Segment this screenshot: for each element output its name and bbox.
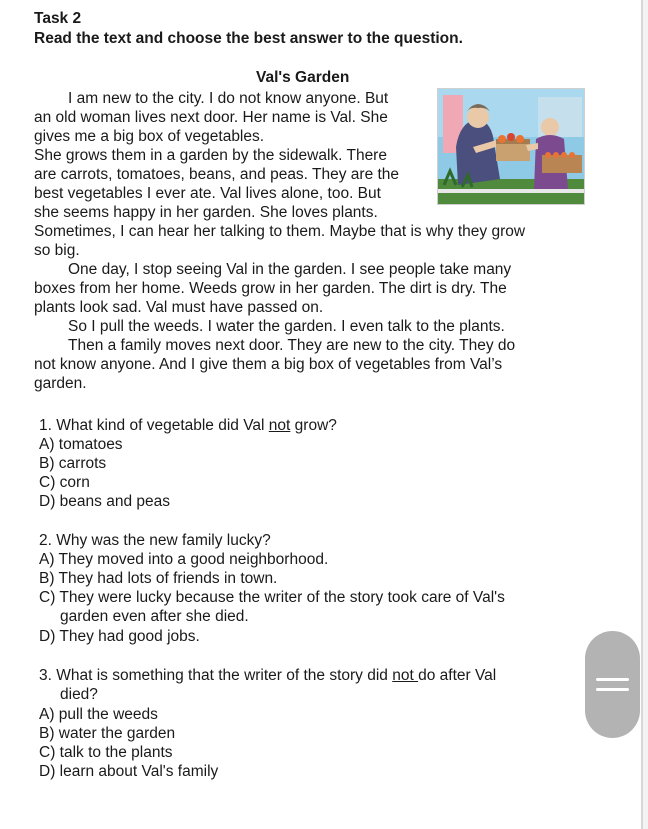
answer-option[interactable]: A) tomatoes bbox=[39, 436, 123, 453]
story-line: so big. bbox=[34, 242, 80, 259]
question-number: 3. bbox=[39, 667, 52, 684]
story-title: Val's Garden bbox=[256, 69, 350, 86]
story-line: she seems happy in her garden. She loves plants. bbox=[34, 204, 378, 221]
handle-bar bbox=[596, 688, 629, 691]
question-1 bbox=[39, 416, 337, 435]
story-line: She grows them in a garden by the sidewalk. There bbox=[34, 147, 387, 164]
question-text: What kind of vegetable did Val bbox=[56, 417, 269, 434]
question-continuation: died? bbox=[60, 686, 98, 703]
question-text: What is something that the writer of the story did bbox=[56, 667, 393, 684]
task-heading: Task 2 bbox=[34, 10, 82, 27]
story-line: best vegetables I ever ate. Val lives alone, too. But bbox=[34, 185, 381, 202]
story-line: plants look sad. Val must have passed on. bbox=[34, 299, 324, 316]
question-emphasis: not bbox=[392, 667, 419, 684]
question-3 bbox=[39, 666, 496, 685]
story-line: Then a family moves next door. They are new to the city. They do bbox=[68, 337, 516, 354]
story-line: One day, I stop seeing Val in the garden. I see people take many bbox=[68, 261, 512, 278]
answer-option[interactable]: D) beans and peas bbox=[39, 493, 170, 510]
answer-option-continuation: garden even after she died. bbox=[60, 608, 249, 625]
question-text: do after Val bbox=[418, 667, 497, 684]
story-line: an old woman lives next door. Her name is Val. She bbox=[34, 109, 388, 126]
question-2 bbox=[39, 531, 271, 550]
question-number: 1. bbox=[39, 417, 52, 434]
answer-option[interactable]: C) They were lucky because the writer of the story took care of Val's bbox=[39, 589, 505, 606]
question-text: grow? bbox=[290, 417, 337, 434]
story-line: Sometimes, I can hear her talking to them. Maybe that is why they grow bbox=[34, 223, 526, 240]
answer-option[interactable]: C) talk to the plants bbox=[39, 744, 173, 761]
answer-option[interactable]: B) They had lots of friends in town. bbox=[39, 570, 278, 587]
question-emphasis: not bbox=[268, 417, 291, 434]
answer-option[interactable]: C) corn bbox=[39, 474, 90, 491]
question-number: 2. bbox=[39, 532, 52, 549]
old-woman-gardener-illustration bbox=[437, 88, 585, 205]
story-line: boxes from her home. Weeds grow in her garden. The dirt is dry. The bbox=[34, 280, 507, 297]
page-margin bbox=[643, 0, 648, 829]
question-text: Why was the new family lucky? bbox=[56, 532, 271, 549]
task-instruction: Read the text and choose the best answer to the question. bbox=[34, 30, 463, 47]
handle-bar bbox=[596, 678, 629, 681]
story-line: I am new to the city. I do not know anyone. But bbox=[68, 90, 389, 107]
answer-option[interactable]: B) carrots bbox=[39, 455, 107, 472]
story-line: So I pull the weeds. I water the garden. I even talk to the plants. bbox=[68, 318, 505, 335]
answer-option[interactable]: A) pull the weeds bbox=[39, 706, 158, 723]
answer-option[interactable]: D) They had good jobs. bbox=[39, 628, 200, 645]
answer-option[interactable]: A) They moved into a good neighborhood. bbox=[39, 551, 329, 568]
story-line: garden. bbox=[34, 375, 87, 392]
drag-handle-icon[interactable] bbox=[585, 631, 640, 738]
answer-option[interactable]: B) water the garden bbox=[39, 725, 176, 742]
story-line: gives me a big box of vegetables. bbox=[34, 128, 265, 145]
story-line: not know anyone. And I give them a big box of vegetables from Val’s bbox=[34, 356, 503, 373]
answer-option[interactable]: D) learn about Val's family bbox=[39, 763, 219, 780]
story-line: are carrots, tomatoes, beans, and peas. They are the bbox=[34, 166, 400, 183]
